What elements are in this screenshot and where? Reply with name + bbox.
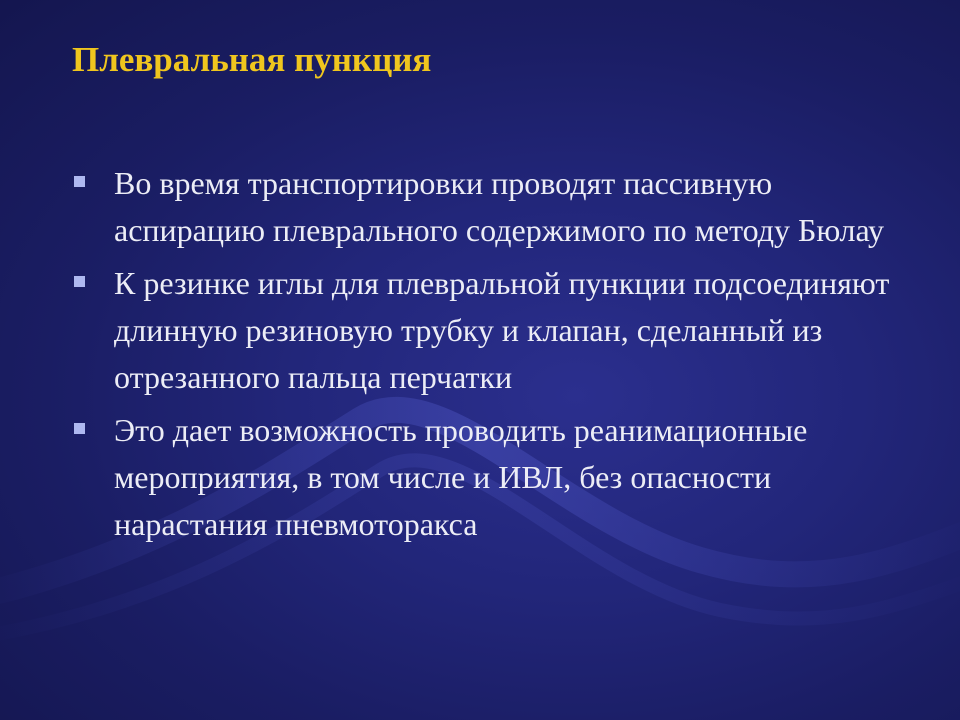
bullet-item-needle	[70, 260, 900, 401]
square-bullet-icon	[74, 423, 85, 434]
square-bullet-icon	[74, 276, 85, 287]
bullet-list	[70, 160, 900, 554]
bullet-text: Во время транспортировки проводят пассивную аспирацию плеврального содержимого по методу Бюлау	[114, 165, 885, 248]
bullet-item-reanimation	[70, 407, 900, 548]
bullet-text: Это дает возможность проводить реанимационные мероприятия, в том числе и ИВЛ, без опасности нарастания пневмоторакса	[114, 412, 808, 542]
square-bullet-icon	[74, 176, 85, 187]
bullet-text: К резинке иглы для плевральной пункции подсоединяют длинную резиновую трубку и клапан, сделанный из отрезанного пальца перчатки	[114, 265, 890, 395]
slide-title: Плевральная пункция	[72, 40, 432, 79]
bullet-item-transport	[70, 160, 900, 254]
